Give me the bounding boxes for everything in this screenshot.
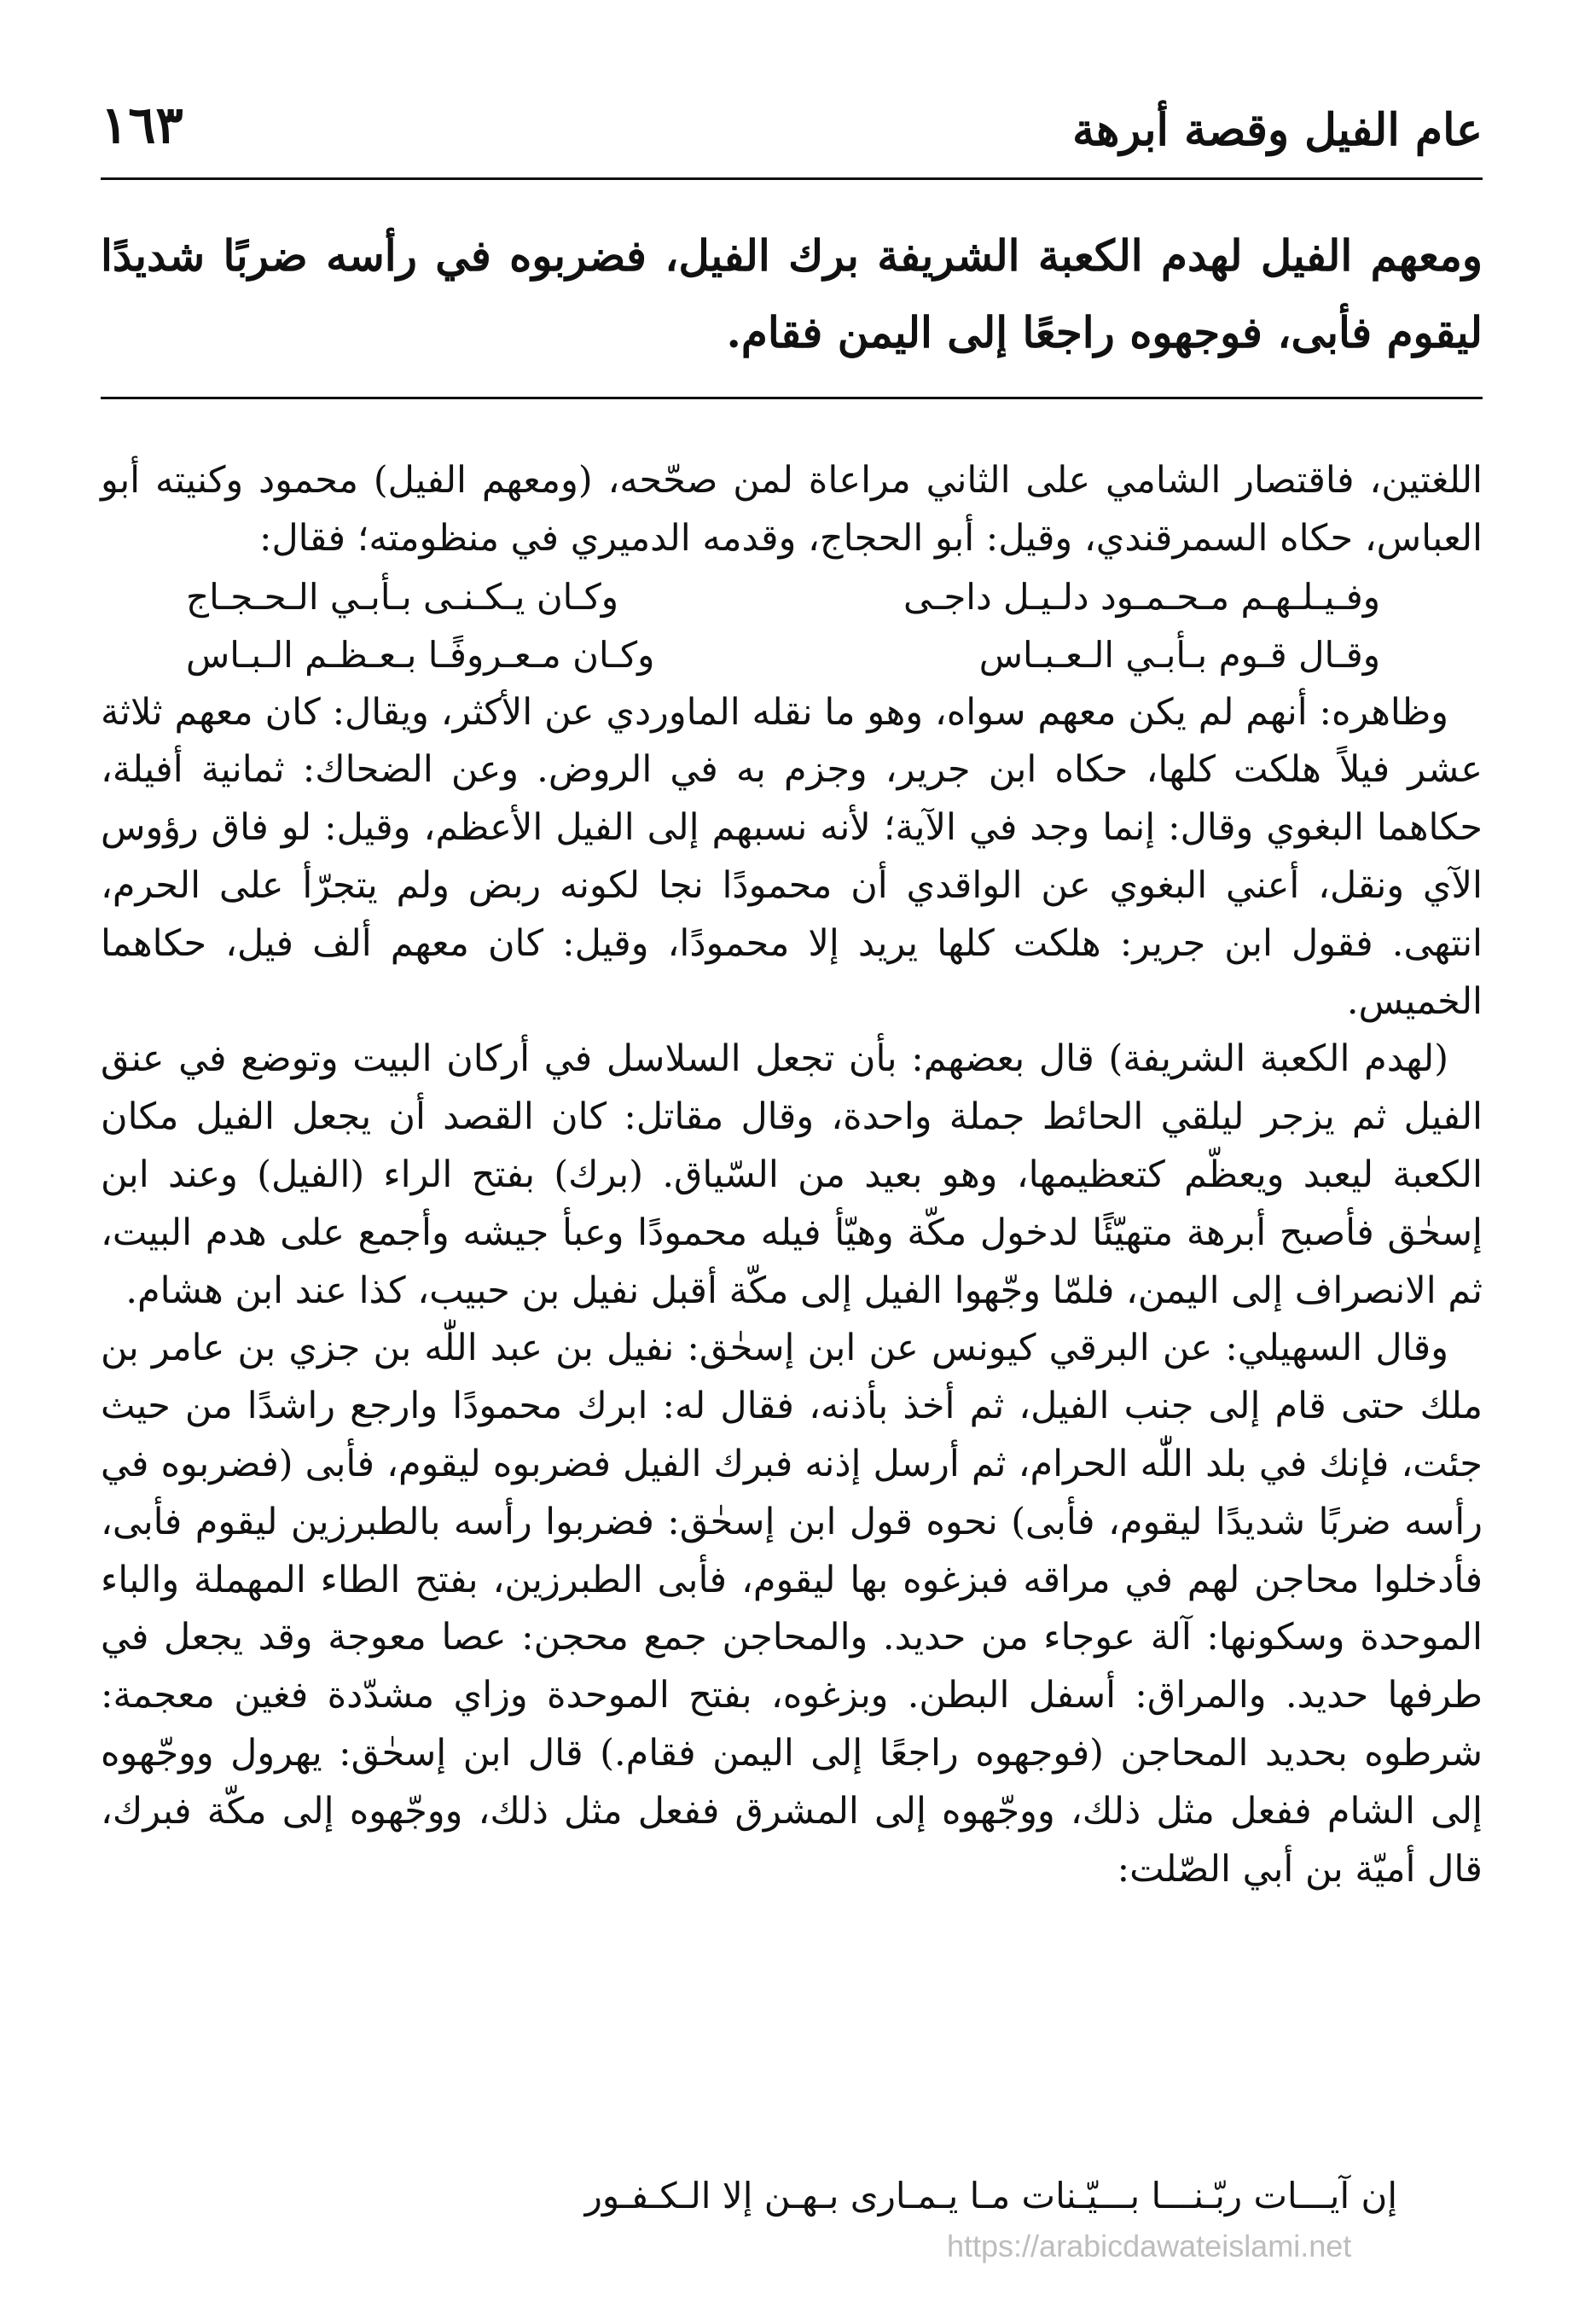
- commentary-paragraph: اللغتين، فاقتصار الشامي على الثاني مراعاة لمن صحّحه، (ومعهم الفيل) محمود وكنيته أبو العباس، حكاه السمرقندي، وقيل: أبو الحجاج، وقدمه الدميري في منظومته؛ فقال:: [101, 459, 1483, 560]
- poem-verse: [186, 626, 1380, 684]
- closing-verse: إن آيـــات ربّـنـــا بـــيّـنات مـا يـمـارى بـهـن إلا الـكـفـور: [584, 2175, 1397, 2217]
- watermark-url: https://arabicdawateislami.net: [947, 2228, 1352, 2263]
- commentary-paragraph: (لهدم الكعبة الشريفة) قال بعضهم: بأن تجعل السلاسل في أركان البيت وتوضع في عنق الفيل ثم يزجر ليلقي الحائط جملة واحدة، وقال مقاتل: كان القصد أن يجعل الفيل مكان الكعبة ليعبد ويعظّم كتعظيمها، وهو بعيد من السّياق. (برك) بفتح الراء (الفيل) وعند ابن إسحٰق فأصبح أبرهة متهيّئًا لدخول مكّة وهيّأ فيله محمودًا وعبأ جيشه وأجمع على هدم البيت، ثم الانصراف إلى اليمن، فلمّا وجّهوا الفيل إلى مكّة أقبل نفيل بن حبيب، كذا عند ابن هشام.: [101, 1037, 1483, 1312]
- verse-second-hemistich: وكـان يـكـنـى بـأبـي الـحـجـاج: [186, 575, 619, 618]
- main-text: ومعهم الفيل لهدم الكعبة الشريفة برك الفيل، فضربوه في رأسه ضربًا شديدًا ليقوم فأبى، فوجهوه راجعًا إلى اليمن فقام.: [101, 230, 1483, 357]
- page-header: [101, 94, 1483, 171]
- page-number: ١٦٣: [101, 96, 183, 155]
- running-title: عام الفيل وقصة أبرهة: [1072, 104, 1483, 156]
- poem-verse: [186, 568, 1380, 626]
- commentary-paragraph: وظاهره: أنهم لم يكن معهم سواه، وهو ما نقله الماوردي عن الأكثر، ويقال: كان معهم ثلاثة عشر فيلاً هلكت كلها، حكاه ابن جرير، وجزم به في الروض. وعن الضحاك: ثمانية أفيلة، حكاهما البغوي وقال: إنما وجد في الآية؛ لأنه نسبهم إلى الفيل الأعظم، وقيل: لو فاق رؤوس الآي ونقل، أعني البغوي عن الواقدي أن محمودًا نجا لكونه ربض ولم يتجرّأ على الحرم، انتهى. فقول ابن جرير: هلكت كلها يريد إلا محمودًا، وقيل: كان معهم ألف فيل، حكاهما الخميس.: [101, 690, 1483, 1023]
- commentary-paragraph: وقال السهيلي: عن البرقي كيونس عن ابن إسحٰق: نفيل بن عبد اللّٰه بن جزي بن عامر بن ملك حتى قام إلى جنب الفيل، ثم أخذ بأذنه، فقال له: ابرك محمودًا وارجع راشدًا من حيث جئت، فإنك في بلد اللّٰه الحرام، ثم أرسل إذنه فبرك الفيل فضربوه ليقوم، فأبى (فضربوه في رأسه ضربًا شديدًا ليقوم، فأبى) نحوه قول ابن إسحٰق: فضربوا رأسه بالطبرزين ليقوم فأبى، فأدخلوا محاجن لهم في مراقه فبزغوه بها ليقوم، فأبى الطبرزين، بفتح الطاء المهملة والباء الموحدة وسكونها: آلة عوجاء من حديد. والمحاجن جمع محجن: عصا معوجة وقد يجعل في طرفها حديد. والمراق: أسفل البطن. وبزغوه، بفتح الموحدة وزاي مشدّدة فغين معجمة: شرطوه بحديد المحاجن (فوجهوه راجعًا إلى اليمن فقام.) قال ابن إسحٰق: يهرول ووجّهوه إلى الشام ففعل مثل ذلك، ووجّهوه إلى المشرق ففعل مثل ذلك، ووجّهوه إلى مكّة فبرك، قال أميّة بن أبي الصّلت:: [101, 1327, 1483, 1891]
- header-rule: [101, 177, 1483, 180]
- separator-rule: [101, 397, 1483, 399]
- verse-second-hemistich: وكـان مـعـروفًـا بـعـظـم الـبـاس: [186, 633, 655, 676]
- commentary: [101, 452, 1483, 1898]
- verse-first-hemistich: وقـال قـوم بـأبـي الـعـبـاس: [978, 633, 1380, 676]
- verse-first-hemistich: وفـيـلـهـم مـحـمـود دلـيـل داجـى: [903, 575, 1380, 618]
